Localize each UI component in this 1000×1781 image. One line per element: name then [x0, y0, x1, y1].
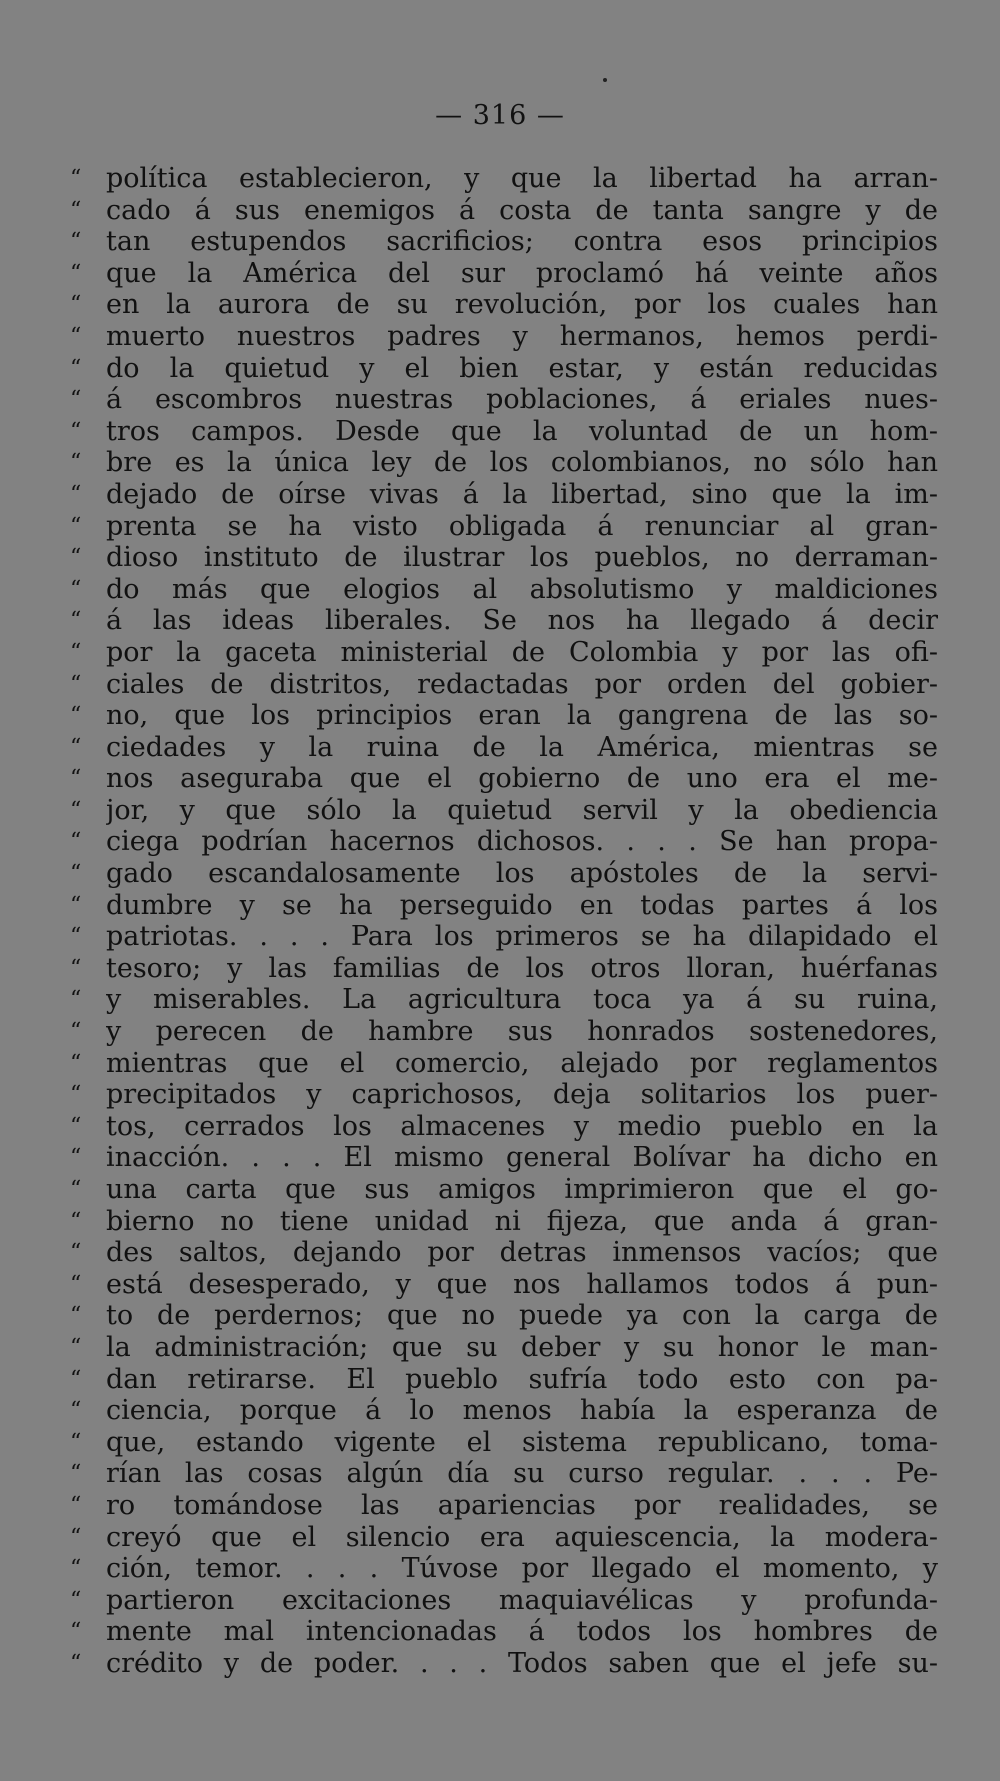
quote-mark: “: [70, 1650, 82, 1676]
quote-mark: “: [70, 1366, 82, 1392]
quote-mark: “: [70, 955, 82, 981]
text-line: [70, 1206, 938, 1238]
line-text: precipitados y caprichosos, deja solitarios los puer-: [106, 1079, 938, 1111]
quote-mark: “: [70, 703, 82, 729]
line-text: ro tomándose las apariencias por realidades, se: [106, 1489, 938, 1521]
quote-mark: “: [70, 323, 82, 349]
text-line: [70, 195, 938, 227]
text-line: [70, 1111, 938, 1143]
line-text: dan retirarse. El pueblo sufría todo esto con pa-: [106, 1363, 938, 1395]
text-line: [70, 1300, 938, 1332]
quote-mark: “: [70, 1492, 82, 1518]
text-line: [70, 226, 938, 258]
line-text: des saltos, dejando por detras inmensos vacíos; que: [106, 1237, 938, 1269]
text-line: [70, 1553, 938, 1585]
line-text: creyó que el silencio era aquiescencia, la modera-: [106, 1521, 938, 1553]
line-text: gado escandalosamente los apóstoles de la servi-: [106, 858, 938, 890]
text-line: [70, 1364, 938, 1396]
line-text: por la gaceta ministerial de Colombia y por las ofi-: [106, 636, 938, 668]
text-line: [70, 321, 938, 353]
text-line: [70, 763, 938, 795]
quote-mark: “: [70, 861, 82, 887]
quote-mark: “: [70, 1524, 82, 1550]
quote-mark: “: [70, 355, 82, 381]
quote-mark: “: [70, 829, 82, 855]
line-text: ciega podrían hacernos dichosos. . . . Se han propa-: [106, 826, 938, 858]
line-text: rían las cosas algún día su curso regular. . . . Pe-: [106, 1458, 938, 1490]
text-line: [70, 921, 938, 953]
text-line: [70, 795, 938, 827]
quote-mark: “: [70, 1082, 82, 1108]
line-text: ciencia, porque á lo menos había la esperanza de: [106, 1395, 938, 1427]
quote-mark: “: [70, 450, 82, 476]
quote-mark: “: [70, 671, 82, 697]
quote-mark: “: [70, 734, 82, 760]
line-text: tan estupendos sacrificios; contra esos principios: [106, 226, 938, 258]
quote-mark: “: [70, 292, 82, 318]
line-text: política establecieron, y que la libertad ha arran-: [106, 163, 938, 194]
line-text: en la aurora de su revolución, por los cuales han: [106, 289, 938, 321]
text-line: [70, 605, 938, 637]
text-line: [70, 1332, 938, 1364]
quote-mark: “: [70, 1240, 82, 1266]
text-line: [70, 542, 938, 574]
text-line: [70, 1490, 938, 1522]
text-line: [70, 1237, 938, 1269]
line-text: do la quietud y el bien estar, y están reducidas: [106, 352, 938, 384]
quote-mark: “: [70, 924, 82, 950]
text-line: [70, 1174, 938, 1206]
text-line: [70, 163, 938, 195]
line-text: dumbre y se ha perseguido en todas partes á los: [106, 889, 938, 921]
line-text: y perecen de hambre sus honrados sostenedores,: [106, 1016, 938, 1048]
line-text: tros campos. Desde que la voluntad de un hom-: [106, 415, 938, 447]
quote-mark: “: [70, 1050, 82, 1076]
line-text: crédito y de poder. . . . Todos saben que el jefe su-: [106, 1647, 938, 1679]
line-text: ciedades y la ruina de la América, mientras se: [106, 731, 938, 763]
quote-mark: “: [70, 1113, 82, 1139]
quote-mark: “: [70, 1019, 82, 1045]
quote-mark: “: [70, 1587, 82, 1613]
page-number: — 316 —: [435, 100, 565, 131]
text-line: [70, 1142, 938, 1174]
text-line: [70, 384, 938, 416]
text-line: [70, 890, 938, 922]
line-text: muerto nuestros padres y hermanos, hemos perdi-: [106, 320, 938, 352]
line-text: no, que los principios eran la gangrena de las so-: [106, 700, 938, 732]
line-text: nos aseguraba que el gobierno de uno era el me-: [106, 763, 938, 795]
line-text: patriotas. . . . Para los primeros se ha dilapidado el: [106, 921, 938, 953]
line-text: que la América del sur proclamó há veinte años: [106, 257, 938, 289]
line-text: prenta se ha visto obligada á renunciar al gran-: [106, 510, 938, 542]
text-line: [70, 447, 938, 479]
page-body: [70, 163, 938, 1680]
line-text: que, estando vigente el sistema republicano, toma-: [106, 1426, 938, 1458]
quote-mark: “: [70, 608, 82, 634]
line-text: tesoro; y las familias de los otros lloran, huérfanas: [106, 952, 938, 984]
line-text: una carta que sus amigos imprimieron que el go-: [106, 1174, 938, 1205]
line-text: á las ideas liberales. Se nos ha llegado á decir: [106, 605, 938, 637]
text-line: [70, 1616, 938, 1648]
text-line: [70, 1079, 938, 1111]
quote-mark: “: [70, 1556, 82, 1582]
quote-mark: “: [70, 1334, 82, 1360]
quote-mark: “: [70, 797, 82, 823]
quote-mark: “: [70, 545, 82, 571]
quote-mark: “: [70, 987, 82, 1013]
line-text: inacción. . . . El mismo general Bolívar ha dicho en: [106, 1142, 938, 1174]
quote-mark: “: [70, 1398, 82, 1424]
quote-mark: “: [70, 1429, 82, 1455]
line-text: mente mal intencionadas á todos los hombres de: [106, 1616, 938, 1648]
quote-mark: “: [70, 1303, 82, 1329]
quote-mark: “: [70, 1177, 82, 1202]
text-line: [70, 953, 938, 985]
quote-mark: “: [70, 1271, 82, 1297]
quote-mark: “: [70, 387, 82, 413]
text-line: [70, 1427, 938, 1459]
text-line: [70, 416, 938, 448]
line-text: jor, y que sólo la quietud servil y la obediencia: [106, 794, 938, 826]
quote-mark: “: [70, 639, 82, 665]
quote-mark: “: [70, 766, 82, 792]
quote-mark: “: [70, 1619, 82, 1645]
text-line: [70, 353, 938, 385]
text-line: [70, 637, 938, 669]
text-line: [70, 1269, 938, 1301]
line-text: dioso instituto de ilustrar los pueblos, no derraman-: [106, 542, 938, 574]
line-text: ciales de distritos, redactadas por orden del gobier-: [106, 668, 938, 700]
line-text: la administración; que su deber y su honor le man-: [106, 1331, 938, 1363]
quote-mark: “: [70, 1208, 82, 1234]
line-text: partieron excitaciones maquiavélicas y profunda-: [106, 1584, 938, 1616]
quote-mark: “: [70, 197, 82, 223]
text-line: [70, 1585, 938, 1617]
quote-mark: “: [70, 576, 82, 602]
text-line: [70, 1395, 938, 1427]
text-line: [70, 1648, 938, 1680]
text-line: [70, 1048, 938, 1080]
print-speck: [603, 78, 607, 82]
line-text: to de perdernos; que no puede ya con la carga de: [106, 1300, 938, 1332]
quote-mark: “: [70, 513, 82, 539]
line-text: bre es la única ley de los colombianos, no sólo han: [106, 447, 938, 479]
quote-mark: “: [70, 892, 82, 918]
line-text: do más que elogios al absolutismo y maldiciones: [106, 573, 938, 605]
text-line: [70, 826, 938, 858]
line-text: dejado de oírse vivas á la libertad, sino que la im-: [106, 478, 938, 510]
quote-mark: “: [70, 260, 82, 286]
line-text: y miserables. La agricultura toca ya á su ruina,: [106, 984, 938, 1016]
text-line: [70, 732, 938, 764]
quote-mark: “: [70, 229, 82, 255]
text-line: [70, 258, 938, 290]
text-line: [70, 1458, 938, 1490]
line-text: está desesperado, y que nos hallamos todos á pun-: [106, 1268, 938, 1300]
quote-mark: “: [70, 1145, 82, 1171]
text-line: [70, 511, 938, 543]
line-text: mientras que el comercio, alejado por reglamentos: [106, 1047, 938, 1079]
line-text: ción, temor. . . . Túvose por llegado el momento, y: [106, 1553, 938, 1585]
text-line: [70, 289, 938, 321]
text-line: [70, 984, 938, 1016]
line-text: tos, cerrados los almacenes y medio pueblo en la: [106, 1110, 938, 1142]
text-line: [70, 574, 938, 606]
quote-mark: “: [70, 418, 82, 444]
text-line: [70, 700, 938, 732]
quote-mark: “: [70, 481, 82, 507]
line-text: bierno no tiene unidad ni fijeza, que anda á gran-: [106, 1205, 938, 1237]
text-line: [70, 479, 938, 511]
quote-mark: “: [70, 1461, 82, 1487]
line-text: á escombros nuestras poblaciones, á eriales nues-: [106, 384, 938, 416]
quote-mark: “: [70, 166, 82, 191]
text-line: [70, 1016, 938, 1048]
text-line: [70, 858, 938, 890]
line-text: cado á sus enemigos á costa de tanta sangre y de: [106, 194, 938, 226]
text-line: [70, 669, 938, 701]
text-line: [70, 1522, 938, 1554]
